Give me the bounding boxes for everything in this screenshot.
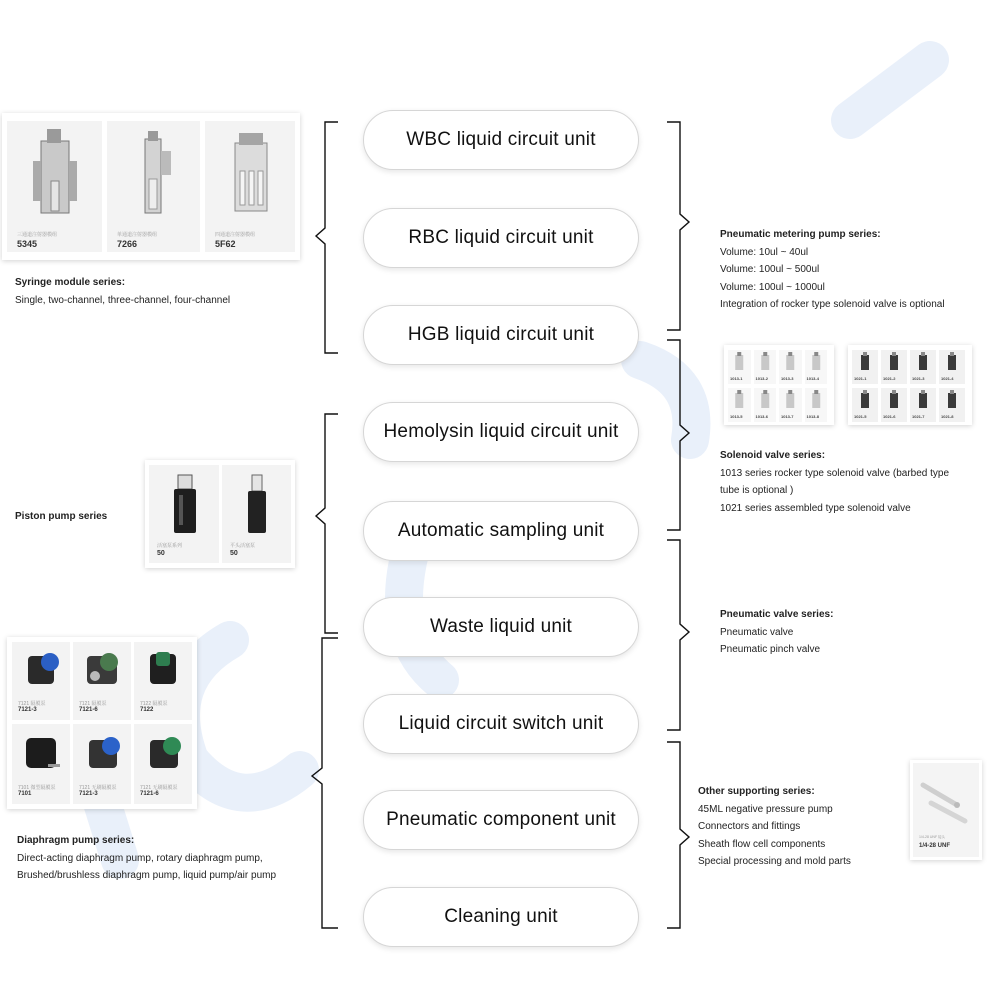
series-line: Integration of rocker type solenoid valve is optional [720,299,945,310]
series-line: 1021 series assembled type solenoid valve [720,502,911,514]
valve-code: 1013-3 [781,376,794,381]
product-subtitle: 7121 隔膜泵 [79,701,107,707]
valve-code: 1021-8 [941,414,954,419]
syringe-module-image [7,121,102,226]
valve-code: 1013-4 [806,376,819,381]
product-code: 50 [157,550,165,557]
solenoid-valve-icon [910,350,936,374]
product-code: 7121-3 [18,707,37,713]
product-code: 5F62 [215,239,236,249]
diaphragm-pump-image [134,642,192,697]
series-line: Sheath flow cell components [698,838,826,850]
product-subtitle: 7121 无刷隔膜泵 [140,785,178,791]
valve-thumbnail [852,388,878,422]
valve-code: 1013-5 [730,414,743,419]
series-line: Volume: 100ul ~ 500ul [720,264,820,275]
series-title: Solenoid valve series: [720,450,826,461]
solenoid-valve-icon [805,350,828,374]
valve-code: 1021-6 [883,414,896,419]
product-card [12,724,70,804]
valve-thumbnail [728,350,751,384]
unit-label: WBC liquid circuit unit [406,129,596,150]
piston-product-panel [145,460,295,568]
solenoid-1013-panel [724,345,834,425]
product-card [12,642,70,720]
valve-code: 1013-2 [755,376,768,381]
bracket-solenoid [667,340,689,530]
valve-code: 1021-2 [883,376,896,381]
pvalve-series-text [720,606,833,659]
product-code: 7121-6 [79,707,98,713]
unit-label: Pneumatic component unit [386,809,616,830]
valve-thumbnail [910,388,936,422]
valve-thumbnail [939,388,965,422]
product-card [134,642,192,720]
valve-code: 1013-6 [755,414,768,419]
valve-code: 1013-1 [730,376,743,381]
valve-code: 1021-3 [912,376,925,381]
connector-product-panel [910,760,982,860]
unit-label: Waste liquid unit [429,616,573,637]
series-title: Other supporting series: [698,786,815,797]
series-title: Piston pump series [15,511,108,522]
valve-thumbnail [805,388,828,422]
series-line: Single, two-channel, three-channel, four-channel [15,294,231,306]
valve-thumbnail [779,350,802,384]
unit-label: Automatic sampling unit [397,520,605,541]
product-subtitle: 三通道注射器模组 [17,232,58,238]
product-code: 7266 [117,239,138,249]
valve-code: 1021-4 [941,376,954,381]
solenoid-valve-icon [939,350,965,374]
series-title: Pneumatic valve series: [720,609,834,620]
metering-series-text [720,226,945,314]
product-subtitle: 1/4-28 UNF 接头 [919,835,946,839]
series-line: 45ML negative pressure pump [698,803,833,815]
series-line: Volume: 100ul ~ 1000ul [720,281,825,293]
diaphragm-pump-image [73,642,131,697]
diaphragm-series-text [17,832,276,885]
unit-label: HGB liquid circuit unit [407,324,595,345]
valve-thumbnail [910,350,936,384]
product-card [73,724,131,804]
unit-label: Liquid circuit switch unit [398,713,604,734]
product-card [134,724,192,804]
solenoid-1021-panel [848,345,972,425]
bracket-syringe [316,122,338,353]
product-code: 7101 [18,791,32,797]
valve-code: 1013-8 [806,414,819,419]
series-line: tube is optional ) [720,485,794,496]
solenoid-valve-icon [728,350,751,374]
syringe-product-panel [2,113,300,260]
product-subtitle: 单通道注射器模组 [117,232,158,238]
diaphragm-pump-image [12,642,70,697]
series-title: Pneumatic metering pump series: [720,229,881,240]
bracket-piston [316,414,338,633]
connector-fitting-image [913,763,979,833]
series-line: Special processing and mold parts [698,856,851,867]
unit-rbc [363,208,639,268]
product-code: 7121-3 [79,791,98,797]
solenoid-valve-icon [728,388,751,412]
valve-code: 1021-1 [854,376,867,381]
solenoid-valve-icon [754,350,777,374]
piston-series-text [15,508,107,526]
unit-pneumatic-component [363,790,639,850]
product-subtitle: 7121 无刷隔膜泵 [79,785,117,791]
diaphragm-pump-image [73,724,131,781]
product-card [149,465,219,563]
unit-label: Cleaning unit [444,906,558,927]
bracket-diaphragm [312,638,338,928]
piston-pump-image [222,465,291,545]
product-card [205,121,295,252]
other-series-text [698,783,851,871]
product-code: 5345 [17,239,38,249]
diaphragm-product-panel [7,637,197,809]
product-code: 7122 [140,707,154,713]
diaphragm-pump-image [12,724,70,781]
unit-automatic-sampling [363,501,639,561]
product-card [7,121,102,252]
product-subtitle: 活塞泵系列 [157,543,183,549]
valve-thumbnail [728,388,751,422]
valve-code: 1021-7 [912,414,925,419]
product-card [107,121,200,252]
unit-label: Hemolysin liquid circuit unit [383,421,619,442]
unit-cleaning [363,887,639,947]
unit-wbc [363,110,639,170]
bracket-pvalve [667,540,689,730]
unit-liquid-switch [363,694,639,754]
series-title: Syringe module series: [15,277,126,288]
unit-hgb [363,305,639,365]
series-line: Brushed/brushless diaphragm pump, liquid pump/air pump [17,870,277,881]
series-line: Direct-acting diaphragm pump, rotary diaphragm pump, [17,852,263,864]
valve-thumbnail [805,350,828,384]
series-line: Connectors and fittings [698,821,801,832]
valve-thumbnail [852,350,878,384]
bracket-metering [667,122,689,330]
unit-waste-liquid [363,597,639,657]
valve-thumbnail [881,388,907,422]
valve-thumbnail [754,350,777,384]
unit-label: RBC liquid circuit unit [408,227,594,248]
solenoid-valve-icon [881,388,907,412]
solenoid-valve-icon [852,350,878,374]
valve-thumbnail [754,388,777,422]
syringe-series-text [15,274,230,309]
valve-thumbnail [881,350,907,384]
series-line: Pneumatic pinch valve [720,644,821,655]
bracket-other [667,742,689,928]
unit-hemolysin [363,402,639,462]
product-code: 50 [230,550,238,557]
product-subtitle: 平头活塞泵 [230,543,256,549]
product-subtitle: 四通道注射器模组 [215,232,256,238]
solenoid-valve-icon [805,388,828,412]
product-subtitle: 7101 微型隔膜泵 [18,785,56,791]
product-code: 7121-6 [140,791,159,797]
product-card [913,763,979,857]
solenoid-valve-icon [881,350,907,374]
valve-thumbnail [939,350,965,384]
product-subtitle: 7122 隔膜泵 [140,701,168,707]
valve-thumbnail [779,388,802,422]
solenoid-valve-icon [754,388,777,412]
piston-pump-image [149,465,219,545]
solenoid-valve-icon [779,388,802,412]
diaphragm-pump-image [134,724,192,781]
syringe-module-image [107,121,200,226]
series-title: Diaphragm pump series: [17,835,135,846]
product-card [222,465,291,563]
solenoid-series-text [720,447,949,517]
product-code: 1/4-28 UNF [919,843,951,849]
product-subtitle: 7121 隔膜泵 [18,701,46,707]
solenoid-valve-icon [910,388,936,412]
valve-code: 1013-7 [781,414,794,419]
solenoid-valve-icon [939,388,965,412]
series-line: 1013 series rocker type solenoid valve (barbed type [720,467,950,479]
solenoid-valve-icon [852,388,878,412]
solenoid-valve-icon [779,350,802,374]
syringe-module-image [205,121,295,226]
series-line: Volume: 10ul ~ 40ul [720,246,809,258]
valve-code: 1021-5 [854,414,867,419]
series-line: Pneumatic valve [720,626,794,638]
product-card [73,642,131,720]
